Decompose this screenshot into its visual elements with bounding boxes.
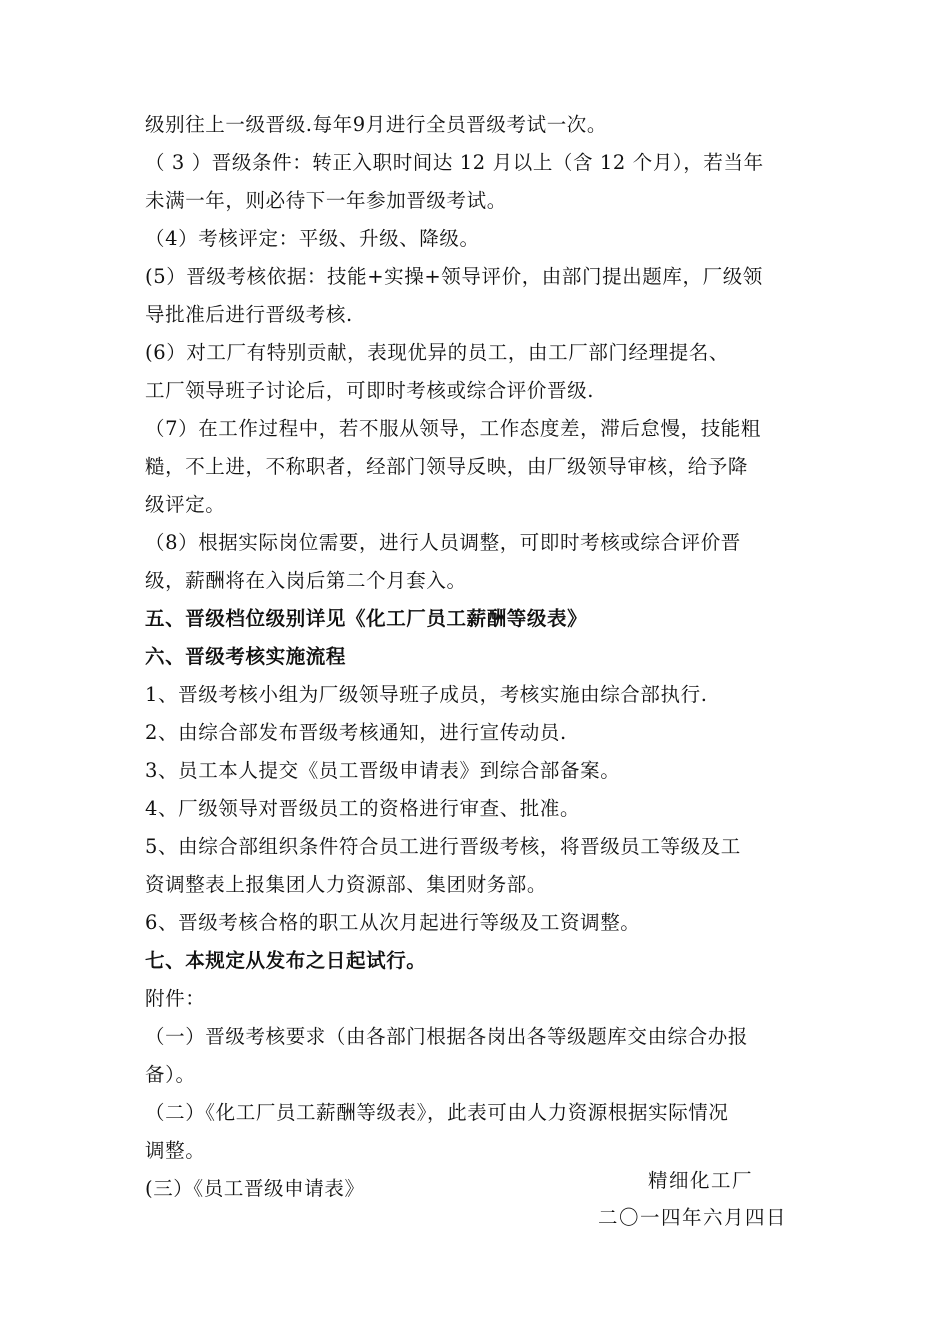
section-heading: 六、晋级考核实施流程 bbox=[145, 645, 347, 668]
text-line: 工厂领导班子讨论后，可即时考核或综合评价晋级. bbox=[145, 379, 594, 402]
text-line: (6）对工厂有特别贡献，表现优异的员工，由工厂部门经理提名、 bbox=[145, 341, 730, 364]
text-line: 资调整表上报集团人力资源部、集团财务部。 bbox=[145, 873, 548, 896]
section-heading: 五、晋级档位级别详见《化工厂员工薪酬等级表》 bbox=[145, 607, 588, 630]
text-line: 备）。 bbox=[145, 1063, 196, 1086]
text-line: 附件： bbox=[145, 987, 206, 1010]
text-line: 导批准后进行晋级考核. bbox=[145, 303, 353, 326]
text-line: 3、员工本人提交《员工晋级申请表》到综合部备案。 bbox=[145, 759, 621, 782]
text-line: 级别往上一级晋级.每年9月进行全员晋级考试一次。 bbox=[145, 113, 608, 136]
text-line: 未满一年，则必待下一年参加晋级考试。 bbox=[145, 189, 507, 212]
text-line: （ 3 ）晋级条件：转正入职时间达 12 月以上（含 12 个月），若当年 bbox=[145, 151, 764, 174]
text-line: （二）《化工厂员工薪酬等级表》，此表可由人力资源根据实际情况 bbox=[145, 1101, 729, 1124]
text-line: (三）《员工晋级申请表》 bbox=[145, 1177, 365, 1200]
document-body bbox=[145, 106, 815, 1208]
text-line: （8）根据实际岗位需要，进行人员调整，可即时考核或综合评价晋 bbox=[145, 531, 741, 554]
text-line: （一）晋级考核要求（由各部门根据各岗出各等级题库交由综合办报 bbox=[145, 1025, 749, 1048]
text-line: 级评定。 bbox=[145, 493, 226, 516]
text-line: 糙，不上进，不称职者，经部门领导反映，由厂级领导审核，给予降 bbox=[145, 455, 749, 478]
text-line: 1、晋级考核小组为厂级领导班子成员，考核实施由综合部执行. bbox=[145, 683, 708, 706]
text-line: 4、厂级领导对晋级员工的资格进行审查、批准。 bbox=[145, 797, 581, 820]
text-line: 调整。 bbox=[145, 1139, 206, 1162]
signature-company: 精细化工厂 bbox=[648, 1169, 754, 1192]
text-line: （4）考核评定：平级、升级、降级。 bbox=[145, 227, 480, 250]
text-line: 5、由综合部组织条件符合员工进行晋级考核，将晋级员工等级及工 bbox=[145, 835, 741, 858]
section-heading: 七、本规定从发布之日起试行。 bbox=[145, 949, 427, 972]
text-line: 6、晋级考核合格的职工从次月起进行等级及工资调整。 bbox=[145, 911, 641, 934]
text-line: 2、由综合部发布晋级考核通知，进行宣传动员. bbox=[145, 721, 567, 744]
text-line: （7）在工作过程中，若不服从领导，工作态度差，滞后怠慢，技能粗 bbox=[145, 417, 762, 440]
signature-date: 二〇一四年六月四日 bbox=[598, 1206, 788, 1229]
text-line: (5）晋级考核依据：技能+实操+领导评价，由部门提出题库，厂级领 bbox=[145, 265, 763, 288]
text-line: 级，薪酬将在入岗后第二个月套入。 bbox=[145, 569, 467, 592]
